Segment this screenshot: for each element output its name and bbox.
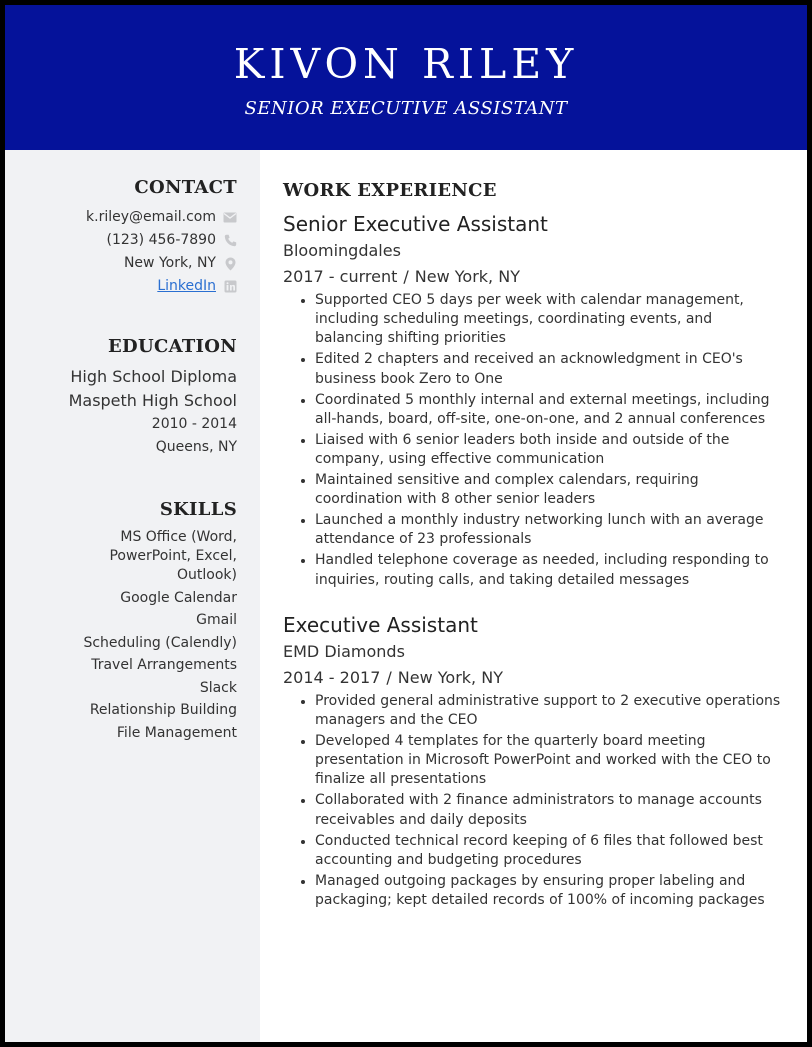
job-company: Bloomingdales bbox=[283, 241, 401, 260]
skill-item: Travel Arrangements bbox=[91, 657, 237, 673]
job-bullet: • Conducted technical record keeping of 6 files that followed best accounting and budgeting procedures bbox=[315, 832, 783, 870]
job-bullet: • Collaborated with 2 finance administrators to manage accounts receivables and daily deposits bbox=[315, 791, 783, 829]
education-block bbox=[5, 365, 237, 459]
skill-item: Scheduling (Calendly) bbox=[83, 634, 237, 651]
location-text: New York, NY bbox=[123, 255, 216, 271]
job-bullet: • Developed 4 templates for the quarterly board meeting presentation in Microsoft PowerPoint and worked with the CEO to finalize all presentations bbox=[315, 732, 783, 790]
job-bullet: • Handled telephone coverage as needed, including responding to inquiries, routing calls, and taking detailed messages bbox=[315, 551, 783, 589]
contact-location bbox=[5, 252, 237, 275]
contact-list bbox=[5, 206, 237, 298]
main-content bbox=[283, 150, 783, 912]
job-location: New York, NY bbox=[414, 267, 520, 286]
date-location-separator: / bbox=[403, 267, 409, 286]
contact-heading: CONTACT bbox=[134, 177, 237, 198]
linkedin-icon bbox=[223, 280, 237, 294]
job-title: Senior Executive Assistant bbox=[283, 212, 548, 236]
candidate-name: KIVON RILEY bbox=[233, 40, 579, 88]
job-bullet: • Coordinated 5 monthly internal and external meetings, including all-hands, board, off-site, one-on-one, and 2 annual conferences bbox=[315, 391, 783, 429]
education-degree: High School Diploma bbox=[70, 367, 237, 386]
candidate-role: SENIOR EXECUTIVE ASSISTANT bbox=[244, 98, 568, 119]
skill-item: MS Office (Word, PowerPoint, Excel, Outlook) bbox=[109, 529, 237, 583]
phone-text[interactable]: (123) 456-7890 bbox=[106, 232, 216, 248]
education-heading: EDUCATION bbox=[108, 336, 237, 357]
date-location-separator: / bbox=[386, 667, 392, 687]
job-bullet: • Maintained sensitive and complex calendars, requiring coordination with 8 other senior leaders bbox=[315, 471, 783, 509]
skills-heading: SKILLS bbox=[159, 499, 237, 520]
job-dates-location bbox=[283, 265, 783, 289]
job-bullets bbox=[283, 692, 783, 910]
resume-header bbox=[5, 5, 807, 150]
job-bullet: • Supported CEO 5 days per week with calendar management, including scheduling meetings, coordinating events, and balancing shifting priorities bbox=[315, 291, 783, 349]
job-bullet: • Liaised with 6 senior leaders both inside and outside of the company, using effective communication bbox=[315, 431, 783, 469]
contact-email[interactable] bbox=[5, 206, 237, 229]
job-bullet: • Launched a monthly industry networking lunch with an average attendance of 23 professionals bbox=[315, 511, 783, 549]
job-company: EMD Diamonds bbox=[283, 641, 405, 661]
job-dates-location bbox=[283, 666, 783, 690]
job-dates: 2014 - 2017 bbox=[283, 667, 381, 687]
job-entry bbox=[283, 612, 783, 910]
job-bullet: • Provided general administrative support to 2 executive operations managers and the CEO bbox=[315, 692, 783, 730]
job-bullets bbox=[283, 291, 783, 590]
resume-page bbox=[5, 5, 807, 1042]
job-bullet: • Managed outgoing packages by ensuring proper labeling and packaging; kept detailed records of 100% of incoming packages bbox=[315, 872, 783, 910]
education-school: Maspeth High School bbox=[68, 391, 237, 410]
job-entry bbox=[283, 211, 783, 590]
work-experience-heading: WORK EXPERIENCE bbox=[283, 180, 497, 201]
skill-item: File Management bbox=[116, 724, 237, 741]
education-dates: 2010 - 2014 bbox=[151, 416, 237, 432]
skill-item: Relationship Building bbox=[89, 702, 237, 718]
contact-linkedin[interactable] bbox=[5, 275, 237, 298]
skill-item: Slack bbox=[199, 679, 237, 696]
linkedin-link[interactable]: LinkedIn bbox=[157, 278, 216, 294]
job-bullet: • Edited 2 chapters and received an acknowledgment in CEO's business book Zero to One bbox=[315, 350, 783, 388]
skill-item: Google Calendar bbox=[120, 589, 237, 606]
envelope-icon bbox=[223, 211, 237, 225]
skills-list bbox=[5, 528, 237, 743]
phone-icon bbox=[223, 234, 237, 248]
job-location: New York, NY bbox=[397, 667, 503, 687]
contact-phone[interactable] bbox=[5, 229, 237, 252]
job-dates: 2017 - current bbox=[283, 267, 398, 286]
education-location: Queens, NY bbox=[155, 439, 237, 455]
skill-item: Gmail bbox=[196, 612, 237, 628]
job-title: Executive Assistant bbox=[283, 612, 478, 637]
email-text[interactable]: k.riley@email.com bbox=[86, 209, 216, 225]
location-pin-icon bbox=[223, 257, 237, 271]
sidebar bbox=[5, 150, 260, 1042]
